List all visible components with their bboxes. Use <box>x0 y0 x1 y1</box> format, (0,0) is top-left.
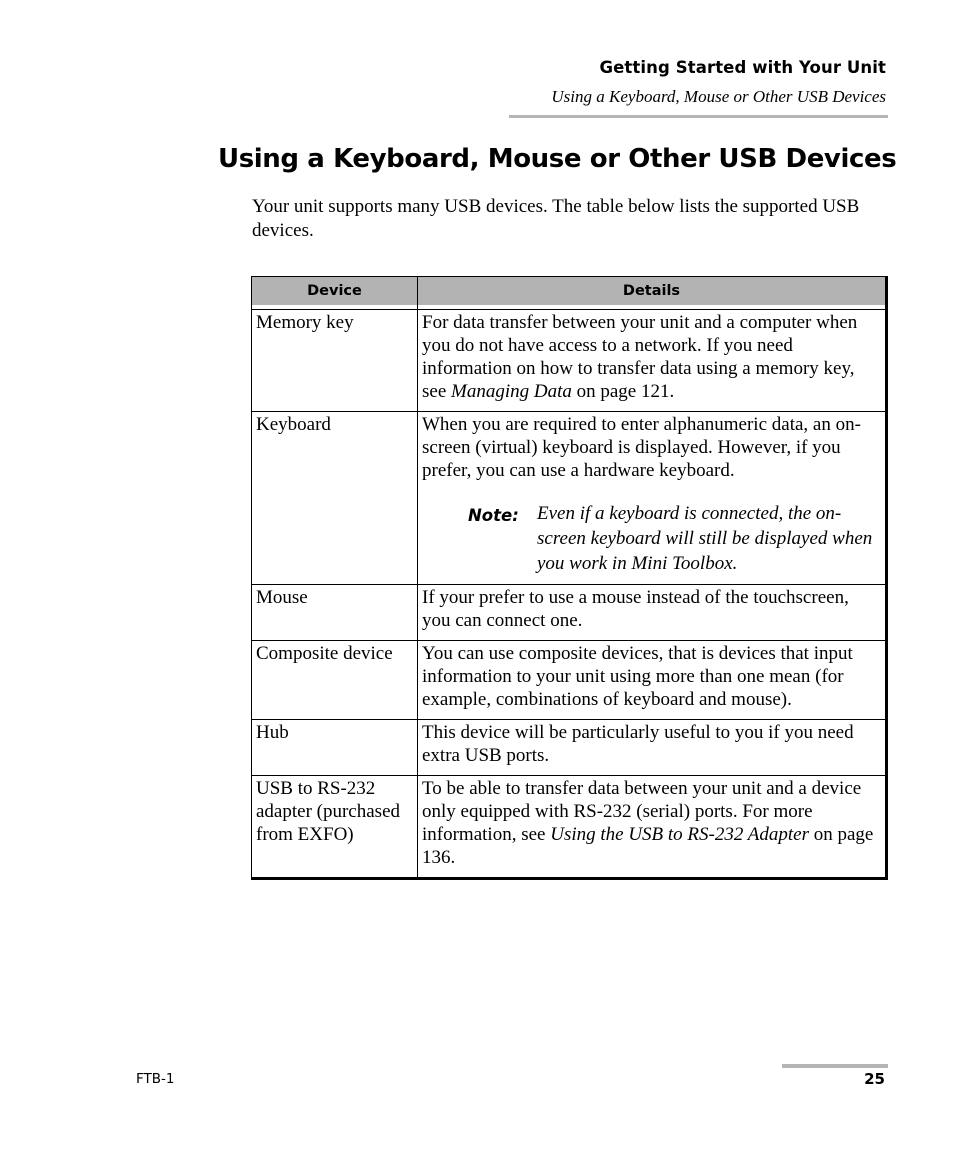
note <box>422 503 881 576</box>
device-cell: Composite device <box>252 641 418 720</box>
note-label: Note: <box>468 506 519 525</box>
table-row <box>252 310 887 412</box>
details-cell: You can use composite devices, that is devices that input information to your unit using more than one mean (for example, combinations of keyboard and mouse). <box>418 641 887 720</box>
footer-rule <box>782 1064 888 1068</box>
table-row <box>252 585 887 641</box>
details-cell: To be able to transfer data between your unit and a device only equipped with RS-232 (serial) ports. For more information, see Using the USB to RS-232 Adapter on page 136. <box>418 776 887 879</box>
running-header-section: Using a Keyboard, Mouse or Other USB Devices <box>551 87 886 106</box>
intro-paragraph: Your unit supports many USB devices. The table below lists the supported USB devices. <box>252 196 860 241</box>
table-row <box>252 641 887 720</box>
device-cell: USB to RS-232 adapter (purchased from EXFO) <box>252 776 418 879</box>
table-row <box>252 412 887 585</box>
details-cell: If your prefer to use a mouse instead of the touchscreen, you can connect one. <box>418 585 887 641</box>
details-cell: When you are required to enter alphanumeric data, an on-screen (virtual) keyboard is displayed. However, if you prefer, you can use a hardware keyboard. Note: Even if a keyboard is connected, the on-screen keyboard will still be displayed when you work in Mini Toolbox. <box>418 412 887 585</box>
device-cell: Mouse <box>252 585 418 641</box>
table-row <box>252 776 887 879</box>
header-rule <box>509 115 888 118</box>
footer-product: FTB-1 <box>136 1071 175 1087</box>
device-cell: Hub <box>252 720 418 776</box>
details-cell: For data transfer between your unit and a computer when you do not have access to a network. If you need information on how to transfer data using a memory key, see Managing Data on page 121. <box>418 310 887 412</box>
device-cell: Keyboard <box>252 412 418 585</box>
note-text: Even if a keyboard is connected, the on-screen keyboard will still be displayed when you work in Mini Toolbox. <box>537 503 873 574</box>
page-number: 25 <box>864 1070 885 1088</box>
device-cell: Memory key <box>252 310 418 412</box>
usb-devices-table <box>251 276 888 880</box>
column-header-details: Details <box>418 277 887 306</box>
details-cell: This device will be particularly useful to you if you need extra USB ports. <box>418 720 887 776</box>
cross-reference: Managing Data <box>451 381 572 402</box>
cross-reference: Using the USB to RS-232 Adapter <box>550 824 809 845</box>
running-header-chapter: Getting Started with Your Unit <box>599 58 886 77</box>
table-row <box>252 720 887 776</box>
page-title: Using a Keyboard, Mouse or Other USB Devices <box>218 144 897 174</box>
column-header-device: Device <box>252 277 418 306</box>
table-header-row <box>252 277 887 306</box>
